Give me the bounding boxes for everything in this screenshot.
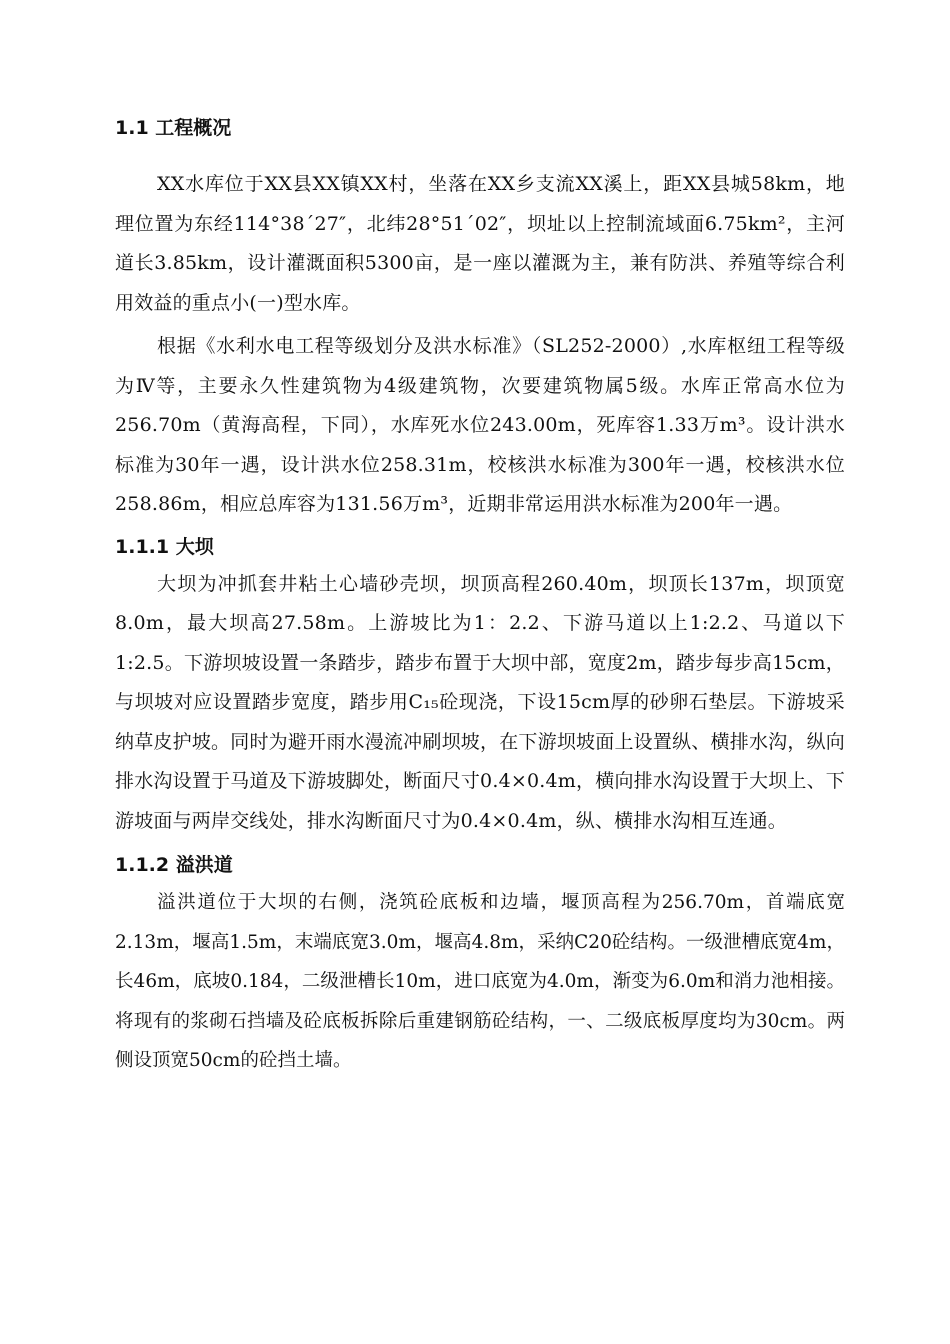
section-heading-1-1: 1.1 工程概况 <box>115 117 232 139</box>
paragraph-standards: 根据《水利水电工程等级划分及洪水标准》（SL252-2000）,水库枢纽工程等级为Ⅳ等，主要永久性建筑物为4级建筑物，次要建筑物属5级。水库正常高水位为256.70m（黄海高程，下同），水库死水位243.00m，死库容1.33万m³。设计洪水标准为30年一遇，设计洪水位258.31m，校核洪水标准为300年一遇，校核洪水位258.86m，相应总库容为131.56万m³，近期非常运用洪水标准为200年一遇。 <box>115 335 845 515</box>
paragraph-spillway: 溢洪道位于大坝的右侧，浇筑砼底板和边墙，堰顶高程为256.70m，首端底宽2.13m，堰高1.5m，末端底宽3.0m，堰高4.8m，采纳C20砼结构。一级泄槽底宽4m，长46m，底坡0.184，二级泄槽长10m，进口底宽为4.0m，渐变为6.0m和消力池相接。将现有的浆砌石挡墙及砼底板拆除后重建钢筋砼结构，一、二级底板厚度均为30cm。两侧设顶宽50cm的砼挡土墙。 <box>115 892 845 1071</box>
document-body <box>115 112 845 1081</box>
paragraph-project-overview: XX水库位于XX县XX镇XX村，坐落在XX乡支流XX溪上，距XX县城58km，地理位置为东经114°38´27″，北纬28°51´02″，坝址以上控制流域面6.75km²，主河道长3.85km，设计灌溉面积5300亩，是一座以灌溉为主，兼有防洪、养殖等综合利用效益的重点小(一)型水库。 <box>115 173 845 314</box>
section-heading-1-1-1: 1.1.1 大坝 <box>115 535 214 558</box>
section-heading-1-1-2: 1.1.2 溢洪道 <box>115 854 233 876</box>
paragraph-dam: 大坝为冲抓套井粘土心墙砂壳坝，坝顶高程260.40m，坝顶长137m，坝顶宽8.0m，最大坝高27.58m。上游坡比为1：2.2、下游马道以上1:2.2、马道以下1:2.5。下游坝坡设置一条踏步，踏步布置于大坝中部，宽度2m，踏步每步高15cm，与坝坡对应设置踏步宽度，踏步用C₁₅砼现浇，下设15cm厚的砂卵石垫层。下游坡采纳草皮护坡。同时为避开雨水漫流冲刷坝坡，在下游坝坡面上设置纵、横排水沟，纵向排水沟设置于马道及下游坡脚处，断面尺寸0.4×0.4m，横向排水沟设置于大坝上、下游坡面与两岸交线处，排水沟断面尺寸为0.4×0.4m，纵、横排水沟相互连通。 <box>115 572 845 832</box>
